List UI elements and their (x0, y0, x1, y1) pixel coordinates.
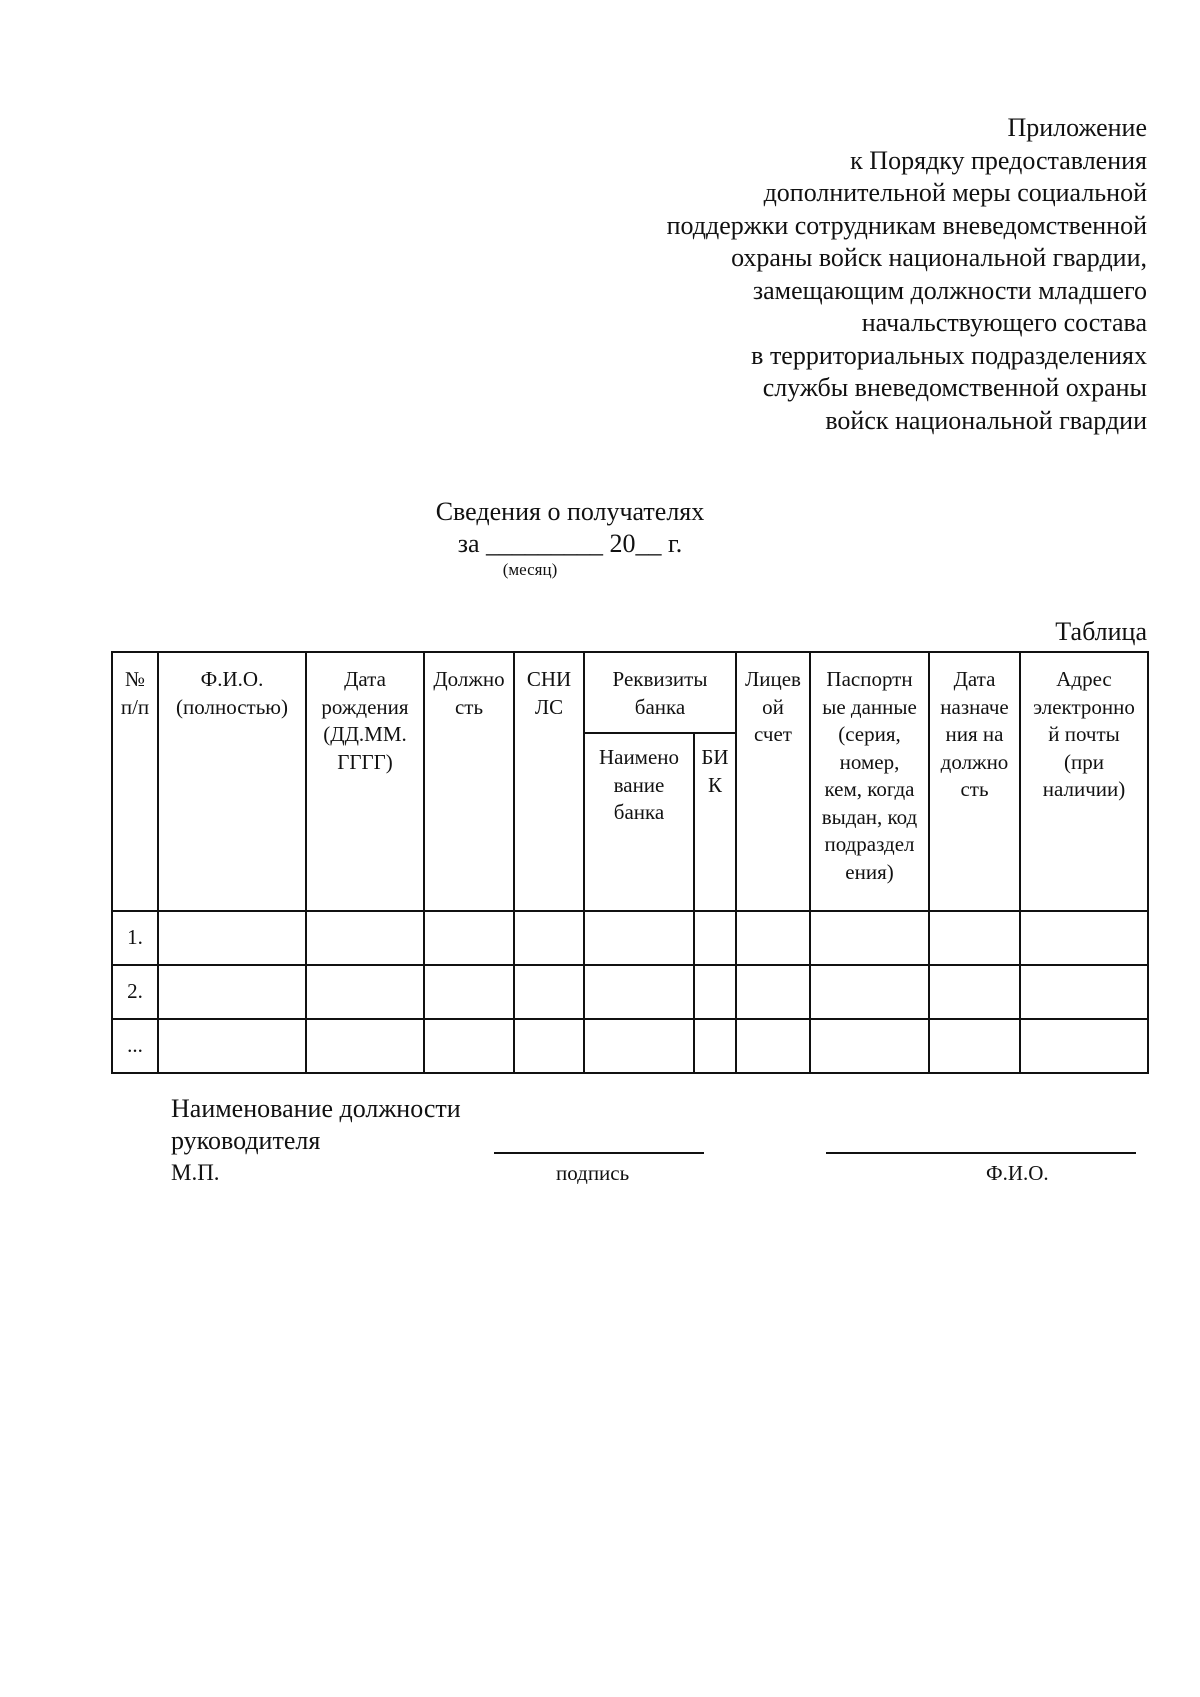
header-bank-details: Реквизиты банка (584, 652, 736, 733)
header-snils: СНИ ЛС (514, 652, 584, 911)
appendix-line: охраны войск национальной гвардии, (731, 243, 1147, 272)
cell-appointment-date[interactable] (929, 1019, 1020, 1073)
fio-line[interactable] (826, 1152, 1136, 1154)
cell-passport[interactable] (810, 911, 929, 965)
title-line-2: за _________ 20__ г. (457, 529, 683, 558)
cell-bik[interactable] (694, 965, 736, 1019)
cell-birth-date[interactable] (306, 965, 424, 1019)
appendix-line: Приложение (1007, 113, 1147, 142)
appendix-line: замещающим должности младшего (752, 275, 1147, 305)
appendix-header (547, 112, 1147, 437)
appendix-line: службы вневедомственной охраны (762, 373, 1147, 402)
cell-position[interactable] (424, 965, 514, 1019)
cell-passport[interactable] (810, 965, 929, 1019)
header-bik: БИ К (694, 733, 736, 911)
appendix-line: начальствующего состава (861, 308, 1147, 337)
header-num: № п/п (112, 652, 158, 911)
cell-appointment-date[interactable] (929, 911, 1020, 965)
cell-bank-name[interactable] (584, 1019, 694, 1073)
row-number: 1. (112, 911, 158, 965)
appendix-line: дополнительной меры социальной (763, 178, 1147, 207)
month-hint: (месяц) (502, 560, 558, 579)
cell-bik[interactable] (694, 1019, 736, 1073)
header-birth-date: Дата рождения (ДД.ММ. ГГГГ) (306, 652, 424, 911)
table-row (112, 911, 1148, 965)
cell-email[interactable] (1020, 1019, 1148, 1073)
cell-snils[interactable] (514, 1019, 584, 1073)
appendix-line: в территориальных подразделениях (751, 340, 1147, 370)
stamp-label: М.П. (171, 1160, 220, 1185)
cell-fio[interactable] (158, 965, 306, 1019)
cell-fio[interactable] (158, 911, 306, 965)
cell-bank-name[interactable] (584, 911, 694, 965)
header-position: Должно сть (424, 652, 514, 911)
cell-email[interactable] (1020, 911, 1148, 965)
cell-email[interactable] (1020, 965, 1148, 1019)
header-passport: Паспортн ые данные (серия, номер, кем, когда выдан, код подраздел ения) (810, 652, 929, 911)
cell-position[interactable] (424, 1019, 514, 1073)
signature-line[interactable] (494, 1152, 704, 1154)
position-title-line-2: руководителя (171, 1126, 321, 1155)
cell-position[interactable] (424, 911, 514, 965)
cell-fio[interactable] (158, 1019, 306, 1073)
cell-bik[interactable] (694, 911, 736, 965)
table-header-row (112, 652, 1148, 733)
signature-hint: подпись (556, 1161, 630, 1185)
cell-appointment-date[interactable] (929, 965, 1020, 1019)
cell-snils[interactable] (514, 965, 584, 1019)
header-email: Адрес электронно й почты (при наличии) (1020, 652, 1148, 911)
cell-account[interactable] (736, 1019, 810, 1073)
cell-account[interactable] (736, 965, 810, 1019)
appendix-line: к Порядку предоставления (850, 145, 1147, 175)
cell-passport[interactable] (810, 1019, 929, 1073)
cell-account[interactable] (736, 911, 810, 965)
recipients-table (111, 651, 1149, 1074)
table-row (112, 965, 1148, 1019)
header-bank-name: Наимено вание банка (584, 733, 694, 911)
appendix-line: поддержки сотрудникам вневедомственной (666, 210, 1147, 240)
position-title-line-1: Наименование должности (171, 1094, 461, 1123)
header-appointment-date: Дата назначе ния на должно сть (929, 652, 1020, 911)
fio-hint: Ф.И.О. (986, 1161, 1049, 1185)
appendix-line: войск национальной гвардии (825, 405, 1147, 435)
table-caption: Таблица (1055, 617, 1147, 646)
cell-birth-date[interactable] (306, 911, 424, 965)
cell-snils[interactable] (514, 911, 584, 965)
row-number: ... (112, 1019, 158, 1073)
cell-birth-date[interactable] (306, 1019, 424, 1073)
header-account: Лицев ой счет (736, 652, 810, 911)
cell-bank-name[interactable] (584, 965, 694, 1019)
table-row (112, 1019, 1148, 1073)
document-title (350, 496, 790, 580)
title-line-1: Сведения о получателях (435, 497, 705, 526)
header-fio: Ф.И.О. (полностью) (158, 652, 306, 911)
row-number: 2. (112, 965, 158, 1019)
